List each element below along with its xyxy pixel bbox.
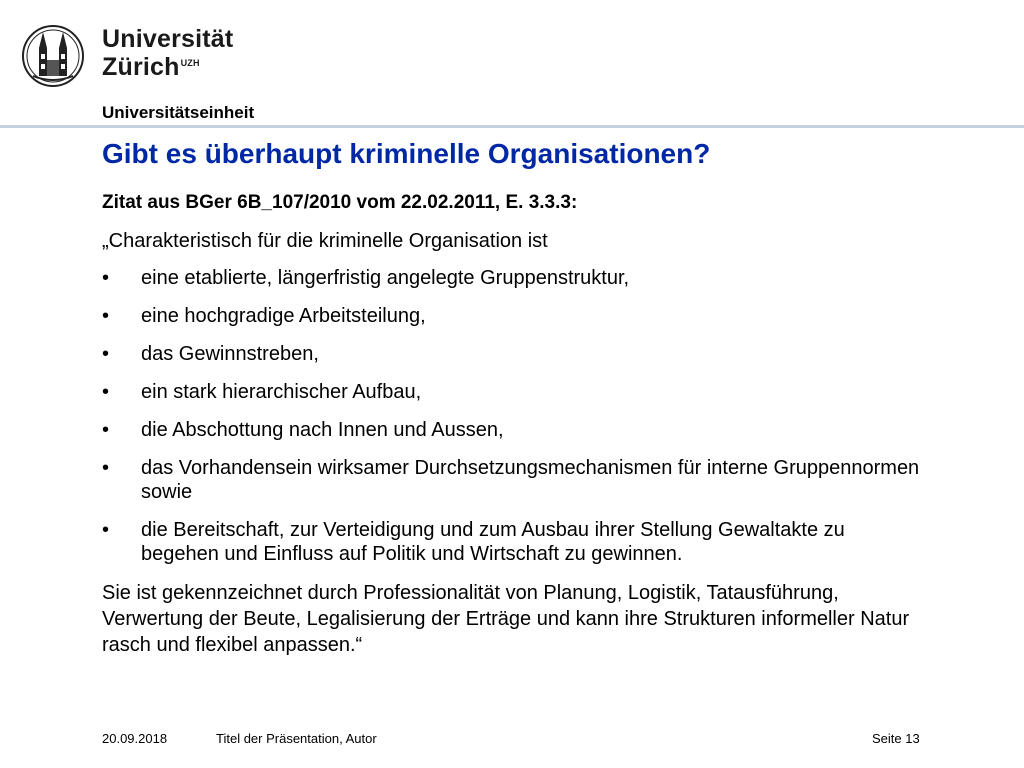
list-item-text: die Abschottung nach Innen und Aussen, <box>141 419 504 441</box>
citation-heading: Zitat aus BGer 6B_107/2010 vom 22.02.2011, E. 3.3.3: <box>102 192 578 213</box>
list-item <box>102 266 922 290</box>
footer-presentation: Titel der Präsentation, Autor <box>216 731 377 746</box>
bullet-icon: • <box>102 419 110 441</box>
list-item-text: das Vorhandensein wirksamer Durchsetzungsmechanismen für interne Gruppennormen sowie <box>141 457 920 503</box>
bullet-icon: • <box>102 519 110 541</box>
university-seal-icon <box>21 18 85 93</box>
list-item-text: eine etablierte, längerfristig angelegte Gruppenstruktur, <box>141 267 630 289</box>
bullet-icon: • <box>102 381 110 403</box>
list-item <box>102 518 922 566</box>
list-item <box>102 304 922 328</box>
bullet-icon: • <box>102 343 110 365</box>
uzh-suffix: UZH <box>180 58 200 68</box>
list-item-text: ein stark hierarchischer Aufbau, <box>141 381 422 403</box>
bullet-icon: • <box>102 267 110 289</box>
list-item <box>102 456 922 504</box>
list-item <box>102 380 922 404</box>
list-item <box>102 418 922 442</box>
list-item <box>102 342 922 366</box>
university-name <box>102 25 233 81</box>
bullet-icon: • <box>102 457 110 479</box>
list-item-text: eine hochgradige Arbeitsteilung, <box>141 305 426 327</box>
unit-label: Universitätseinheit <box>102 103 255 122</box>
slide-content <box>102 191 922 658</box>
footer-date: 20.09.2018 <box>102 731 168 746</box>
header-divider <box>0 125 1024 128</box>
university-name-line2: Zürich$^{UZH}$ <box>102 53 200 81</box>
list-item-text: die Bereitschaft, zur Verteidigung und zum Ausbau ihrer Stellung Gewaltakte zu begehen und Einfluss auf Politik und Wirtschaft zu gewinnen. <box>141 519 845 565</box>
slide-title: Gibt es überhaupt kriminelle Organisationen? <box>102 138 711 169</box>
quote-intro: „Charakteristisch für die kriminelle Organisation ist <box>102 230 548 252</box>
closing-paragraph: Sie ist gekennzeichnet durch Professionalität von Planung, Logistik, Tatausführung, Verwertung der Beute, Legalisierung der Erträge und kann ihre Strukturen informeller Natur rasch und flexibel anpassen.“ <box>102 582 910 656</box>
footer-page-number: Seite 13 <box>872 731 920 746</box>
bullet-icon: • <box>102 305 110 327</box>
university-name-line1: Universität <box>102 25 234 53</box>
list-item-text: das Gewinnstreben, <box>141 343 319 365</box>
